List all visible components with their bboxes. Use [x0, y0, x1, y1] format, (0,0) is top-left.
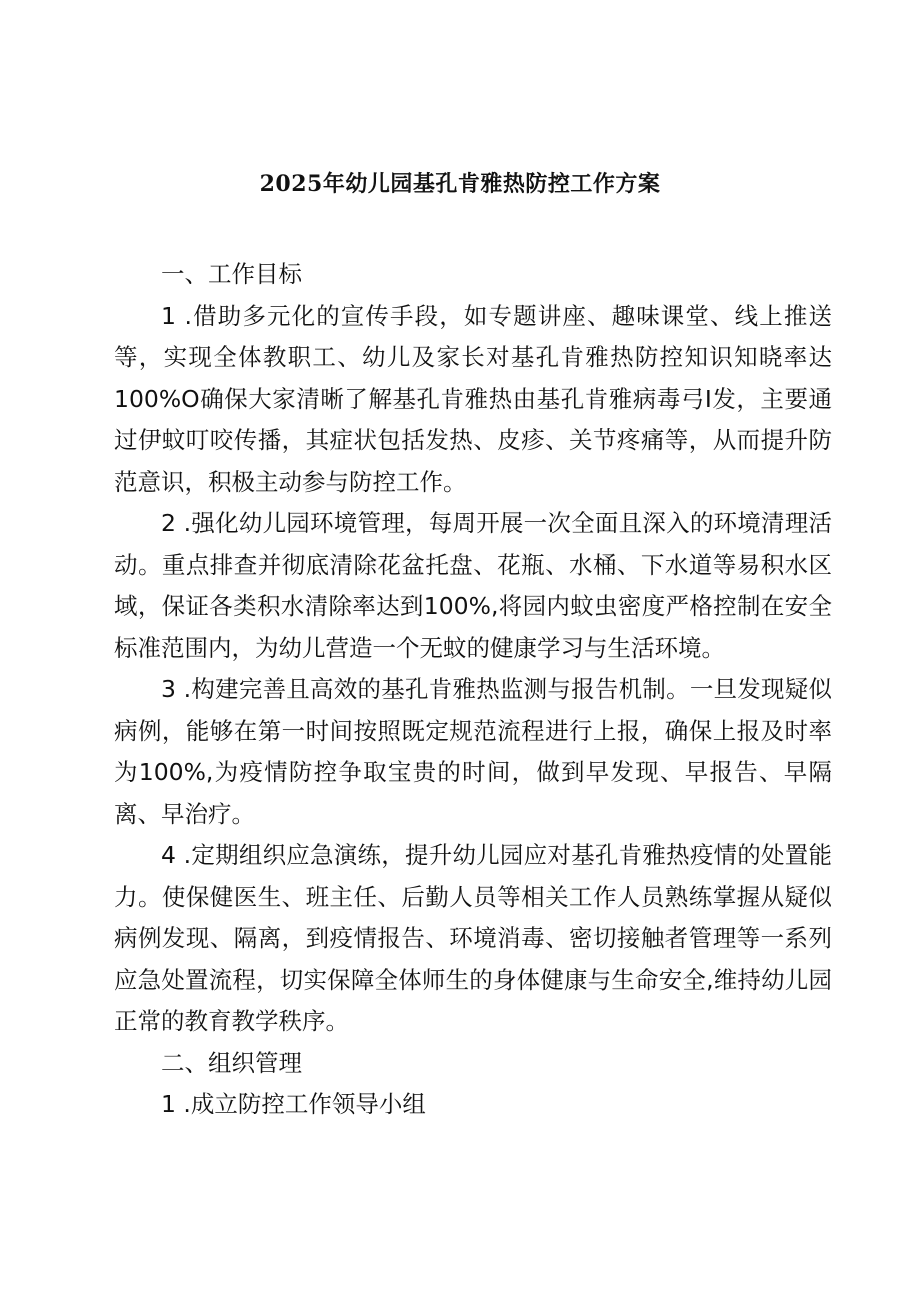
section-heading-organization: 二、组织管理	[161, 1048, 302, 1077]
section-heading-goals: 一、工作目标	[161, 260, 302, 288]
goal-paragraph-1: 1 .借助多元化的宣传手段，如专题讲座、趣味课堂、线上推送等，实现全体教职工、幼儿及家长对基孔肯雅热防控知识知晓率达100%O确保大家清晰了解基孔肯雅热由基孔肯雅病毒弓I发，主要通过伊蚊叮咬传播，其症状包括发热、皮疹、关节疼痛等，从而提升防范意识，积极主动参与防控工作。	[114, 301, 832, 496]
document-body	[114, 254, 832, 1126]
document-title: 2025年幼儿园基孔肯雅热防控工作方案	[259, 171, 661, 197]
goal-paragraph-3: 3 .构建完善且高效的基孔肯雅热监测与报告机制。一旦发现疑似病例，能够在第一时间按照既定规范流程进行上报，确保上报及时率为100%,为疫情防控争取宝贵的时间，做到早发现、早报告、早隔离、早治疗。	[114, 675, 832, 828]
goal-paragraph-4: 4 .定期组织应急演练，提升幼儿园应对基孔肯雅热疫情的处置能力。使保健医生、班主任、后勤人员等相关工作人员熟练掌握从疑似病例发现、隔离，到疫情报告、环境消毒、密切接触者管理等一系列应急处置流程，切实保障全体师生的身体健康与生命安全,维持幼儿园正常的教育教学秩序。	[114, 841, 832, 1035]
organization-paragraph-1: 1 .成立防控工作领导小组	[161, 1090, 426, 1118]
goal-paragraph-2: 2 .强化幼儿园环境管理，每周开展一次全面且深入的环境清理活动。重点排查并彻底清除花盆托盘、花瓶、水桶、下水道等易积水区域，保证各类积水清除率达到100%,将园内蚊虫密度严格控制在安全标准范围内，为幼儿营造一个无蚊的健康学习与生活环境。	[114, 509, 832, 662]
